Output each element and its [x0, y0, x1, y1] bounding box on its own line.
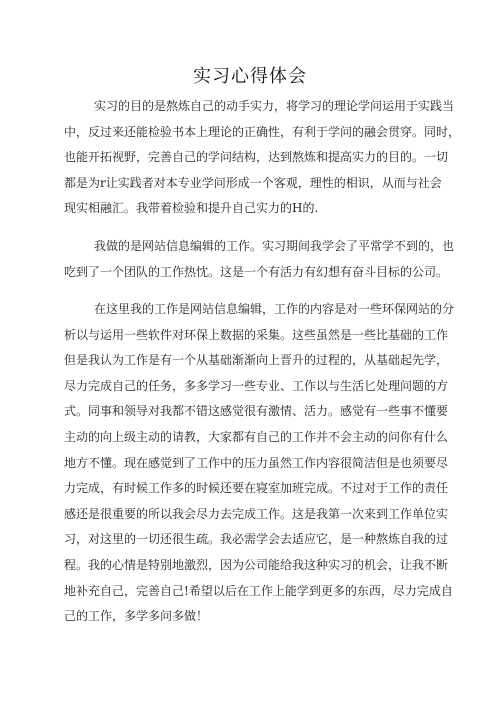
paragraph-line: 中，反过来还能检验书本上理论的正确性，有利于学问的融会贯穿。同时，: [64, 124, 461, 139]
paragraph-line: 但是我认为工作是有一个从基础渐渐向上晋升的过程的，从基础起先学，: [64, 353, 449, 368]
paragraph-line: 实习的目的是熬炼自己的动手实力，将学习的理论学问运用于实践当: [94, 99, 455, 113]
paragraph-line: 习，对这里的一切还很生疏。我必需学会去适应它，是一种熬炼自我的过: [64, 532, 449, 547]
paragraph-line: 也能开拓视野，完善自己的学问结构，达到熬炼和提高实力的目的。一切: [64, 150, 449, 165]
paragraph-line: 主动的向上级主动的请教，大家都有自己的工作并不会主动的问你有什么: [64, 429, 449, 444]
paragraph-3: [64, 297, 455, 630]
paragraph-line: 吃到了一个团队的工作热忱。这是一个有活力有幻想有奋斗目标的公司。: [64, 264, 449, 279]
page-title: 实习心得体会: [193, 66, 307, 87]
paragraph-1: [64, 94, 461, 222]
paragraph-line: 式。同事和领导对我都不错这感觉很有激情、活力。感觉有一些事不懂要: [64, 404, 449, 419]
paragraph-line: 程。我的心情是特别地激烈，因为公司能给我这种实习的机会，让我不断: [64, 557, 449, 572]
paragraph-line: 己的工作，多学多问多做！: [64, 609, 209, 624]
paragraph-line: 尽力完成自己的任务，多多学习一些专业、工作以与生活匕处理问题的方: [64, 378, 449, 393]
paragraph-line: 现实相融汇。我带着检验和提升自己实力的H的.: [64, 201, 319, 216]
paragraph-2: [64, 234, 455, 285]
paragraph-line: 力完成，有时候工作多的时候还要在寝室加班完成。不过对于工作的责任: [64, 481, 449, 496]
paragraph-line: 都是为r让实践者对本专业学问形成一个客观，理性的相识，从而与社会: [64, 175, 442, 190]
paragraph-line: 析以与运用一些软件对环保上数据的采集。这些虽然是一些比基础的工作: [64, 327, 449, 342]
paragraph-line: 感还是很重要的所以我会尽力去完成工作。这是我第一次来到工作单位实: [64, 506, 449, 521]
paragraph-line: 地补充自己，完善自己!希望以后在工作上能学到更多的东西，尽力完成自: [64, 583, 453, 598]
paragraph-line: 在这里我的工作是网站信息编辑，工作的内容是对一些环保网站的分: [94, 302, 455, 316]
paragraph-line: 地方不懂。现在感觉到了工作中的压力虽然工作内容很简洁但是也须要尽: [64, 455, 449, 470]
paragraph-line: 我做的是网站信息编辑的工作。实习期间我学会了平常学不到的，也: [94, 239, 455, 253]
